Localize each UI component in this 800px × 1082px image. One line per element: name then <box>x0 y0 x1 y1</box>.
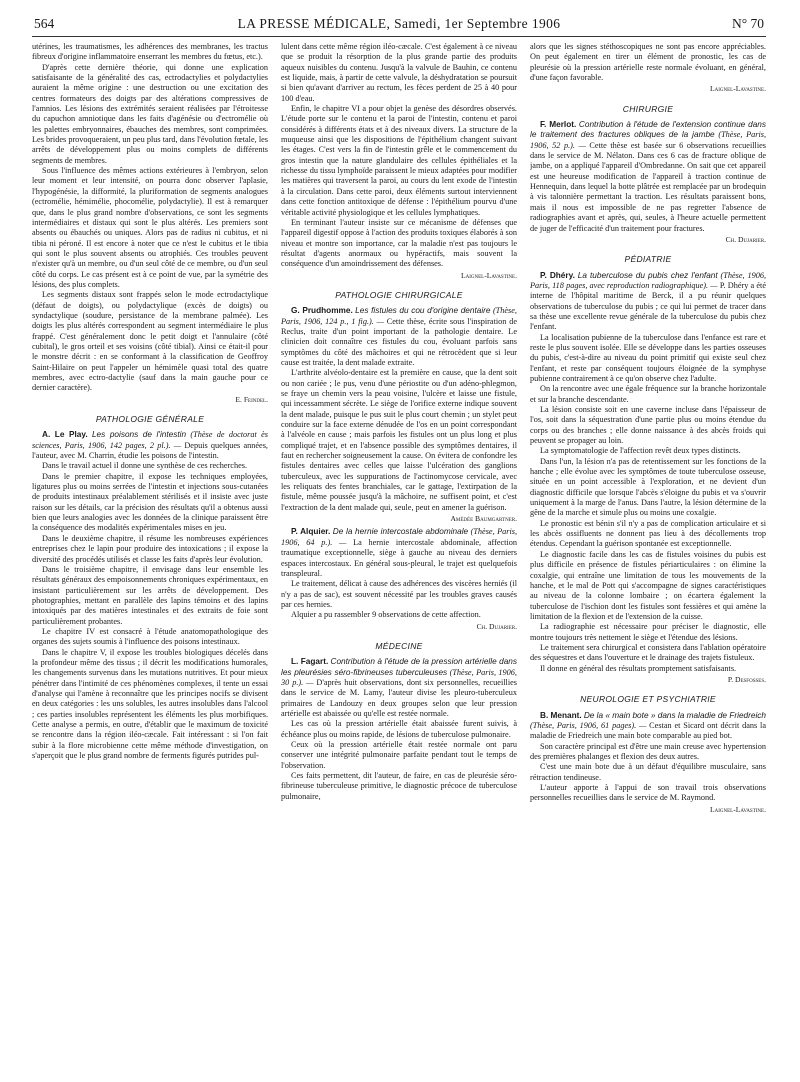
signature: Laignel-Lavastine. <box>709 84 766 94</box>
entry-author: P. Dhéry. <box>540 270 575 280</box>
signature: Amédée Baumgartner. <box>450 514 517 524</box>
paragraph: Dans le premier chapitre, il expose les techniques employées, ligatures plus ou moins serrées de l'intestin et injections sous-cutanées de produits intestinaux préalablement stérilisés et il insiste avec juste raison sur les détails, car la précision des résultats qu'il a obtenus aussi bien que leurs analogies avec les données de la clinique paraissent être la conséquence des modalités expérimentales mises en jeu. <box>32 471 268 533</box>
entry-reference: (Thèse de doctorat ès sciences, Paris, 1906, 142 pages, 2 pl.). — <box>32 430 268 450</box>
paragraph: En terminant l'auteur insiste sur ce mécanisme de défenses que l'appareil digestif oppose à l'action des produits toxiques élaborés à son niveau et montre son importance, car la maladie n'est pas toujours le résultat d'agents anormaux ou hypéractifs, mais souvent la conséquence d'un amoindrissement des défenses. <box>281 217 517 269</box>
paragraph: Les segments distaux sont frappés selon le mode ectrodactylique (défaut de doigts), ou polydactylique (excès de doigts) ou syndactylique (soudure, persistance de la membrane palmée). Les doigts les plus altérés correspondent au segment intermédiaire le plus frappé. C'est généralement donc le petit doigt et l'annulaire (côté cubital), le gros orteil et ses voisins (côté tibial). Ainsi ce était-il pour le monstre décrit : en se conformant à la classification de Geoffroy Saint-Hilaire on peut l'appeler un hémimèle quasi total des quatre membres, avec ectro-dactylie (sauf dans la main gauche pour ce dernier caractère). <box>32 290 268 393</box>
paragraph: Enfin, le chapitre VI a pour objet la genèse des désordres observés. L'étude porte sur le contenu et la paroi de l'intestin, contenu et paroi considérés à différents états et à des niveaux divers. La structure de la muqueuse ainsi que les dispositions de l'épithélium changent suivant les étages. C'est vers la fin de l'intestin grêle et le commencement du gros intestin que la nature glandulaire des cellules épithéliales et la richesse du tissu lymphoïde paraissent le mieux adaptées pour modifier les matières qui traversent la paroi, au cours du lent exode de l'intestin à la circulation. Dans cette paroi, deux éléments surtout interviennent dans cette fonction antitoxique de défense : l'épithélium pourvu d'une véritable activité physiologique et les cellules lymphatiques. <box>281 104 517 217</box>
paragraph: La radiographie est nécessaire pour préciser le diagnostic, elle montre toujours très nettement le siège et l'étendue des lésions. <box>530 622 766 642</box>
paragraph: Le pronostic est bénin s'il n'y a pas de complication articulaire et si les abcès ossifluents ne donnent pas lieu à des décollements trop étendus. Cependant la guérison spontanée est exceptionnelle. <box>530 518 766 549</box>
review-entry <box>281 657 517 719</box>
entry-reference: (Thèse, Paris, 1906, 61 pages). — <box>530 720 647 730</box>
signature: Laignel-Lavastine. <box>460 270 517 280</box>
entry-title: Les poisons de l'intestin <box>91 430 187 440</box>
entry-reference: (Thèse, Paris, 1906, 124 p., 1 fig.). — <box>281 306 517 326</box>
entry-title: Contribution à l'étude de la pression artérielle dans les pleurésies séro-fibrineuses tuberculeuses <box>281 657 517 677</box>
entry-reference: (Thèse, Paris, 1906, 52 p.). — <box>530 130 766 150</box>
paragraph: Les cas où la pression artérielle était abaissée furent suivis, à échéance plus ou moins rapide, de lésions de tuberculose pulmonaire. <box>281 719 517 739</box>
paragraph: La lésion consiste soit en une caverne incluse dans l'épaisseur de l'os, soit dans la séquestration d'une partie plus ou moins étendue du corps ou des branches ; elle donne naissance à des abcès froids qui peuvent se propager au loin. <box>530 405 766 446</box>
section-heading: NEUROLOGIE ET PSYCHIATRIE <box>580 694 716 705</box>
entry-text: Cette thèse est basée sur 6 observations recueillies dans le service de M. Nélaton. Dans ces 6 cas de fracture oblique de jambe, on a appliqué l'appareil d'Ombredanne. On sait que cet appareil est une heureuse modification de l'appareil à traction continue de Hennequin, dans lequel la botte plâtrée est remplacée par un brodequin à vis talonnière permettant la traction. Les résultats paraissent bons, mais il nous est impossible de ne pas regretter l'absence de radiographies avant et après, qui, seules, à l'heure actuelle permettent de juger de l'efficacité d'un traitement pour fractures. <box>530 140 766 233</box>
section-heading: MÉDECINE <box>375 640 423 651</box>
paragraph: Son caractère principal est d'être une main creuse avec hypertension des premières phalanges et flexion des deux autres. <box>530 741 766 761</box>
entry-text: Depuis quelques années, l'auteur, avec M. Charrin, étudie les poisons de l'intestin. <box>32 440 268 461</box>
entry-title: De la « main bote » dans la maladie de Friedreich <box>583 710 766 720</box>
paragraph: lulent dans cette même région iléo-cæcale. C'est également à ce niveau que se produit la résorption de la plus grande partie des produits aqueux nuisibles du contenu. Jusqu'à la valvule de Bauhin, ce contenu est liquide, mais, à partir de cette valvule, la déshydratation se poursuit si bien qu'avant d'arriver au rectum, les fèces perdent de 25 à 40 pour 100 d'eau. <box>281 42 517 103</box>
paragraph: utérines, les traumatismes, les adhérences des membranes, les tractus fibreux d'origine inflammatoire enserrant les membres du fœtus, etc.). <box>32 42 268 62</box>
issue-number: N° 70 <box>731 16 764 31</box>
entry-reference: (Thèse, Paris, 1906, 30 p.). — <box>281 667 517 687</box>
page-number: 564 <box>34 16 55 31</box>
paragraph: Dans l'un, la lésion n'a pas de retentissement sur les fonctions de la hanche ; elle évolue avec les symptômes de toute tuberculose osseuse, située en un point accessible à l'exploration, et ne devient d'un diagnostic difficile que lorsque l'abcès s'éloigne du pubis et va s'ouvrir uniquement à la marge de l'anus. Dans l'autre, la lésion détermine de la gêne de la marche et simule plus ou moins une coxalgie. <box>530 456 766 518</box>
paragraph: D'après cette dernière théorie, qui donne une explication satisfaisante de la généralité des cas, ectrodactylies et polydactylies auraient la même origine : une destruction ou une excitation des centres formateurs des doigts par des altérations compressives de l'amnios. Les lésions des extrémités seraient réalisées par l'étroitesse du capuchon amniotique dans les faits d'agénésie ou d'ectromélie où les palettes embryonnaires, ébauches des membres, sont comprimées. Les brides provoqueraient, un peu plus tard, dans l'évolution fœtale, les arrêts de développement plus ou moins complets de différents segments de membres. <box>32 62 268 165</box>
column-2 <box>281 42 517 1064</box>
signature: Laignel-Lavastine. <box>709 804 766 814</box>
section-heading: PATHOLOGIE GÉNÉRALE <box>95 414 205 425</box>
signature: E. Feindel. <box>235 394 268 404</box>
section-heading: CHIRURGIE <box>622 103 674 114</box>
entry-text: La hernie intercostale abdominale, affection traumatique exceptionnelle, siège à gauche au niveau des derniers espaces intercostaux. En général sous-pleural, le trajet est quelquefois transpleural. <box>281 537 517 578</box>
paragraph: Alquier a pu rassembler 9 observations de cette affection. <box>291 610 481 620</box>
paragraph: Ces faits permettent, dit l'auteur, de faire, en cas de pleurésie séro-fibrineuse tuberculeuse primitive, le diagnostic précoce de tuberculose pulmonaire, <box>281 771 517 801</box>
journal-title: LA PRESSE MÉDICALE, Samedi, 1er Septembre 1906 <box>237 16 561 31</box>
entry-title: Les fistules du cou d'origine dentaire <box>355 306 491 316</box>
review-entry <box>32 430 268 461</box>
paragraph: Le traitement sera chirurgical et consistera dans l'ablation opératoire des séquestres et dans l'ouverture et le drainage des trajets fistuleux. <box>530 642 766 663</box>
signature: Ch. Dujarier. <box>725 234 766 244</box>
paragraph: Le chapitre IV est consacré à l'étude anatomopathologique des organes des sujets soumis à l'influence des poisons intestinaux. <box>32 626 268 647</box>
column-3 <box>530 42 766 1064</box>
entry-text: Cette thèse, écrite sous l'inspiration de Reclus, traite d'un point important de la pathologie dentaire. Le clinicien doit connaître ces fistules du cou, évoluant parfois sans symptômes du côté des mâchoires et qui ne rétrocèdent que si leur cause est traitée, la dent malade extraite. <box>281 316 517 367</box>
signature: P. Desfosses. <box>727 674 766 684</box>
entry-author: L. Fagart. <box>291 657 329 667</box>
entry-title: Contribution à l'étude de l'extension continue dans le traitement des fractures obliques de la jambe <box>530 120 766 140</box>
article-columns <box>32 42 766 1064</box>
page-header <box>32 14 766 37</box>
review-entry <box>281 306 517 368</box>
paragraph: Ceux où la pression artérielle était restée normale ont paru conserver une intégrité pulmonaire parfaite pendant tout le temps de l'observation. <box>281 740 517 770</box>
review-entry <box>530 120 766 234</box>
entry-author: P. Alquier. <box>291 527 331 537</box>
entry-text: D'après huit observations, dont six personnelles, recueillies dans le service de M. Lamy, l'auteur divise les pleuro-tuberculeux primaires de Landouzy en deux groupes selon que leur pression artérielle est abaissée ou qu'elle est restée normale. <box>281 677 517 718</box>
paragraph: Le diagnostic facile dans les cas de fistules voisines du pubis est plus difficile en présence de fistules périarticulaires : on élimine la coxalgie, qui entraîne une limitation de tous les mouvements de la hanche, et le mal de Pott qui s'accompagne de signes caractéristiques au niveau de la colonne lombaire ; on écartera également la tuberculose de l'ischion dont les fistules sont fessières et qui amène la limitation de la flexion et de l'extension de la cuisse. <box>530 549 766 621</box>
paragraph: L'auteur apporte à l'appui de son travail trois observations personnelles recueillies dans le service de M. Raymond. <box>530 783 766 803</box>
review-entry <box>281 527 517 579</box>
entry-author: B. Menant. <box>540 710 582 720</box>
signature: Ch. Dujarier. <box>476 621 517 631</box>
paragraph: Le traitement, délicat à cause des adhérences des viscères herniés (il n'y a pas de sac), est souvent nécessité par les troubles graves causés par ces hernies. <box>281 579 517 609</box>
entry-title: La tuberculose du pubis chez l'enfant <box>577 270 718 280</box>
entry-text: P. Dhéry a été interne de l'hôpital maritime de Berck, il a pu réunir quelques observations de tuberculose du pubis ; ce qui lui permet de tracer dans sa thèse une excellente revue générale de la tuberculose du pubis chez l'enfant. <box>530 280 766 332</box>
paragraph: Dans le deuxième chapitre, il résume les nombreuses expériences entreprises chez le lapin pour produire des intoxications ; il expose la diversité des procédés utilisés et classe les faits d'après leur évolution. <box>32 533 268 564</box>
review-entry <box>530 711 766 742</box>
review-entry <box>530 271 766 333</box>
section-heading: PÉDIATRIE <box>624 254 672 265</box>
entry-reference: (Thèse, Paris, 1906, 64 p.). — <box>281 527 517 547</box>
entry-text: Cestan et Sicard ont décrit dans la maladie de Friedreich une main bote comparable au pied bot. <box>530 720 766 741</box>
paragraph: L'arthrite alvéolo-dentaire est la première en cause, que la dent soit ou non cariée ; le pus, venu d'une périostite ou d'un adéno-phlegmon, se fraye un chemin vers la peau voisine, l'ulcère et laisse une fistule, qui incessamment sécrète. Le siège de l'orifice externe indique souvent la dent malade, puisque le pus suit le plus court chemin ; un stylet peut conduire sur la face externe dénudée de l'os en un point correspondant à l'alvéole en cause ; mais parfois les fistules ont un plus long et plus compliqué trajet, et en l'absence possible des symptômes dentaires, il faut en rechercher soigneusement la cause. On évitera de confondre les fistules dentaires avec celles que laisse l'ulcération des ganglions tuberculeux, avec les suppurations de l'actinomycose cervicale, avec les reliquats des fentes branchiales, car le gattage, l'extirpation de la fistule, même poussée jusqu'à la mâchoire, ne suffisent point, et c'est l'extraction de la dent malade qui, seule, peut en amener la guérison. <box>281 368 517 512</box>
paragraph: Il donne en général des résultats promptement satisfaisants. <box>540 663 737 673</box>
paragraph: C'est une main bote due à un défaut d'équilibre musculaire, sans rétraction tendineuse. <box>530 762 766 782</box>
entry-author: A. Le Play. <box>42 430 88 440</box>
paragraph: On la rencontre avec une égale fréquence sur la branche horizontale et sur la branche descendante. <box>530 384 766 404</box>
entry-author: F. Merlot. <box>540 120 577 130</box>
paragraph: Dans le chapitre V, il expose les troubles biologiques décelés dans la profondeur même des tissus ; il décrit les modifications humorales, les changements survenus dans les mutations nutritives. Et pour mieux pénétrer dans l'intimité de ces phénomènes complexes, il tente un essai d'analyse qui l'amène à reconnaître que les principes nocifs se divisent en deux catégories : les uns solubles, les autres insolubles dans l'alcool ; ces parties insolubles représentent les éléments les plus morbifiques. Cette analyse a permis, en outre, d'établir que le maximum de toxicité se rencontre dans la région iléo-cæcale. Fait intéressant : si l'on fait subir à la flore microbienne cette même méthode d'investigation, on s'aperçoit que le plus grand nombre de ferments figurés putrides pul- <box>32 647 268 761</box>
paragraph: Dans le troisième chapitre, il envisage dans leur ensemble les résultats généraux des empoisonnements chroniques expérimentaux, en insistant particulièrement sur les arrêts de développement. Des photographies, mettant en parallèle des lapins témoins et des lapins intoxiqués par des matières intestinales et des extraits de foie sont particulièrement probantes. <box>32 564 268 626</box>
entry-title: De la hernie intercostale abdominale <box>332 527 469 537</box>
entry-author: G. Prudhomme. <box>291 306 353 316</box>
paragraph: Sous l'influence des mêmes actions extérieures à l'embryon, selon leur moment et leur intensité, on pourra donc observer l'aplasie, l'hypogénésie, la difformité, la pluriformation de segments analogues (ectromélie, hémimélie, phocomélie, polydactylie). Il est à remarquer que, dans le plus grand nombre d'observations, ce sont les segments intermédiaires et distaux qui sont le plus altérés. Les premiers sont absents ou ébauchés ou uniques. Alors pas de radius ni cubitus, et ni tibia ni péroné. Il est encore à noter que ce n'est le cubitus et le tibia qui sont le plus souvent absents ou atrophiés. Ces troubles peuvent n'exister qu'à un membre, ou d'un seul côté de ce membre, ou d'un seul côté du corps. Le cas présent est à ce point de vue, par la symétrie des lésions, des plus complets. <box>32 166 268 289</box>
section-heading: PATHOLOGIE CHIRURGICALE <box>335 289 463 300</box>
paragraph: La symptomatologie de l'affection revêt deux types distincts. <box>540 446 741 456</box>
paragraph: La localisation pubienne de la tuberculose dans l'enfance est rare et reste le plus souvent isolée. Elle se développe dans les parties osseuses du pubis, c'est-à-dire au niveau du point primitif qui existe seul chez l'enfant, et reste par conséquent toujours éloignée de la symphyse pubienne contrairement à ce qu'on observe chez l'adulte. <box>530 332 766 383</box>
column-1 <box>32 42 268 1064</box>
paragraph: alors que les signes stéthoscopiques ne sont pas encore appréciables. On peut également en tirer un élément de pronostic, les cas de pleurésie où la pression artérielle reste normale évoluant, en général, d'une façon favorable. <box>530 42 766 83</box>
entry-reference: (Thèse, 1906, Paris, 118 pages, avec reproduction radiographique). — <box>530 270 766 290</box>
paragraph: Dans le travail actuel il donne une synthèse de ces recherches. <box>42 461 248 471</box>
